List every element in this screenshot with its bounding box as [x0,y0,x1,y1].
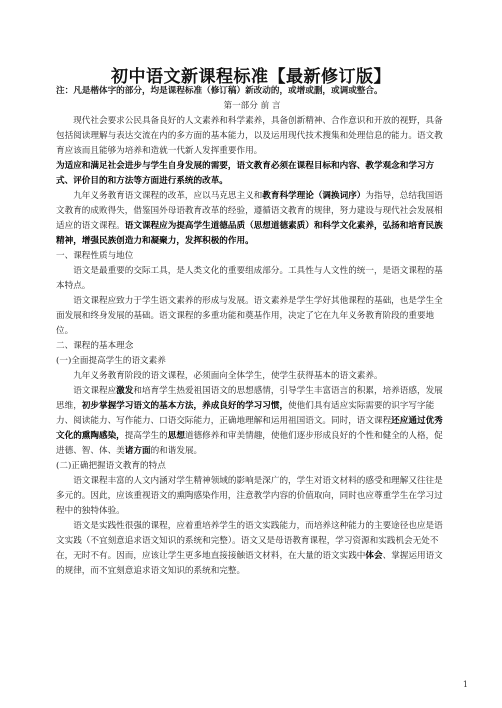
text-span: 、掌握运用语文的规律，而不宜刻意追求语文知识的系统和完整。 [56,551,443,576]
revision-note: 注：凡是楷体字的部分，均是课程标准（修订稿）新改动的，或增或删，或调或整合。 [56,86,383,96]
section-heading-1: 一、课程性质与地位 [56,251,134,261]
text-span: 使他们具有适应实际需要的识字写字能力、阅读能力、写作能力、口语交际能力，正确地理解和运用祖国语文。同时，语文课程 [56,401,435,426]
text-span: 和培育学生热爱祖国语文的思想感情，引导学生丰富语言的积累，培养语感，发展思维， [56,386,443,411]
paragraph-6: 九年义务教育阶段的语文课程，必须面向全体学生，使学生获得基本的语文素养。 [73,371,383,381]
document-body [56,84,448,579]
text-span: 提高学生的 [124,431,168,441]
paragraph-8: 语文课程丰富的人文内涵对学生精神领域的影响是深广的，学生对语文材料的感受和理解又往往是多元的。因此，应该重视语文的熏陶感染作用，注意教学内容的价值取向，同时也应尊重学生在学习过程中的独特体验。 [56,476,443,516]
page-title: 初中语文新课程标准【最新修订版】 [111,67,391,87]
bold-text: 为适应和满足社会进步与学生自身发展的需要，语文教育必须在课程目标和内容、教学观念和学习方式、评价目的和方法等方面进行系统的改革。 [56,161,435,186]
page-number: 1 [462,680,468,689]
bold-text: 还应通过优秀文化的熏陶感染， [56,416,443,441]
text-span: 的和谐发展。 [150,446,203,456]
text-span: 为指导，总结我国语文教育的成败得失，借鉴国外母语教育改革的经验，遵循语文教育的规律，努力建设与现代社会发展相适应的语文课程。 [56,191,443,231]
text-span: 语文课程应 [73,386,117,396]
subsection-heading-1: (一)全面提高学生的语文素养 [56,356,166,366]
paragraph-3 [56,189,448,249]
text-span: 道德修养和审美情趣，使他们逐步形成良好的个性和健全的人格，促进德、智、体、美 [56,431,443,456]
text-span: 九年义务教育语文课程的改革，应以马克思主义和 [73,191,263,201]
section-heading-2: 二、课程的基本理念 [56,341,134,351]
bold-text: 激发 [116,386,134,396]
bold-text: 体会 [365,551,383,561]
paragraph-2 [56,159,448,189]
paragraph-4: 语文是最重要的交际工具，是人类文化的重要组成部分。工具性与人文性的统一，是语文课程的基本特点。 [56,266,443,291]
bold-text: 语文课程应为提高学生道德品质（思想道德素质）和科学文化素养，弘扬和培育民族精神，增强民族创造力和凝聚力，发挥积极的作用。 [56,221,443,246]
bold-text: 思想 [167,431,185,441]
paragraph-9 [56,519,448,579]
part-heading: 第一部分 前 言 [223,101,281,111]
bold-text: 诸方面 [124,446,151,456]
subsection-heading-2: (二)正确把握语文教育的特点 [56,461,166,471]
paragraph-7 [56,384,448,459]
text-span: 语文是实践性很强的课程，应着重培养学生的语文实践能力，而培养这种能力的主要途径也应是语文实践（不宜刻意追求语文知识的系统和完整）。语文又是母语教育课程，学习资源和实践机会无处不在，无时不有。因而，应该让学生更多地直接接触语文材料，在大量的语文实践中 [56,521,443,561]
paragraph-1: 现代社会要求公民具备良好的人文素养和科学素养，具备创新精神、合作意识和开放的视野，具备包括阅读理解与表达交流在内的多方面的基本能力，以及运用现代技术搜集和处理信息的能力。语文教育应该而且能够为培养和造就一代新人发挥重要作用。 [56,116,443,156]
bold-text: 教育科学理论（调换词序） [262,191,366,201]
bold-text: 初步掌握学习语文的基本方法，养成良好的学习习惯， [81,401,289,411]
paragraph-5: 语文课程应致力于学生语文素养的形成与发展。语文素养是学生学好其他课程的基础，也是学生全面发展和终身发展的基础。语文课程的多重功能和奠基作用，决定了它在九年义务教育阶段的重要地位。 [56,296,443,336]
